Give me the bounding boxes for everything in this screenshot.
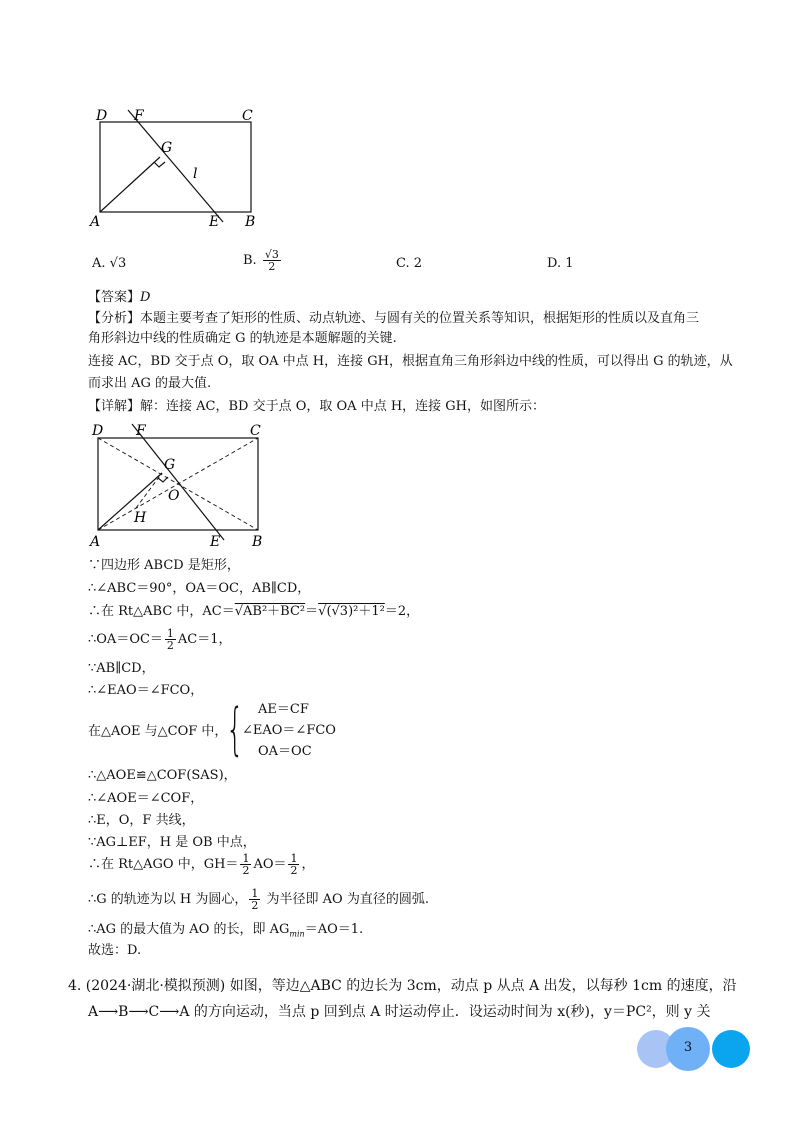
page-dot-right [712,1030,750,1068]
analysis-line-4: 而求出 AG 的最大值. [88,376,212,391]
rect-abcd [100,122,251,212]
line-l [128,110,223,222]
step-4: ∴OA＝OC＝ $\frac{1}{2}$ AC＝1， [88,627,232,652]
step-1: ∵四边形 ABCD 是矩形， [88,558,240,573]
step-15: 故选：D. [88,943,142,958]
page-number-badge [666,1027,710,1071]
label-c2: C [250,423,261,439]
step-5: ∵AB∥CD， [88,661,155,676]
step-10: ∴E，O，F 共线， [88,813,195,828]
label-d2: D [92,423,104,439]
segment-ag [100,157,160,212]
figure-2-rectangle [88,418,278,553]
label-e2: E [210,534,221,550]
label-h2: H [134,510,147,526]
label-e: E [209,214,220,230]
question-4-line-2: A⟶B⟶C⟶A 的方向运动，当点 p 回到点 A 时运动停止．设运动时间为 x(秒)，y＝PC²，则 y 关 [88,1004,711,1020]
label-o2: O [168,488,180,504]
label-l: l [193,166,198,182]
label-d: D [96,108,108,124]
step-9: ∴∠AOE＝∠COF， [88,791,204,806]
option-c: C. 2 [396,256,423,271]
step-13: ∴G 的轨迹为以 H 为圆心， $\frac{1}{2}$ 为半径即 AO 为直径的圆弧. [88,887,429,912]
label-g: G [161,140,173,156]
analysis-line-1: 【分析】本题主要考查了矩形的性质、动点轨迹、与圆有关的位置关系等知识，根据矩形的性质以及直角三 [88,311,700,326]
analysis-line-2: 角形斜边中线的性质确定 G 的轨迹是本题解题的关键. [88,331,397,346]
label-c: C [242,108,253,124]
system-line-1: AE＝CF [258,702,309,717]
system-line-2: ∠EAO＝∠FCO [242,723,336,738]
label-a: A [90,214,101,230]
step-14: ∴AG 的最大值为 AO 的长，即 $AG_{min}=AO=1$. [88,922,364,939]
answer-line: 【答案】D [88,290,151,305]
label-f2: F [136,423,146,439]
label-b: B [245,214,256,230]
analysis-line-3: 连接 AC，BD 交于点 O，取 OA 中点 H，连接 GH，根据直角三角形斜边中线的性质，可以得出 G 的轨迹，从 [88,354,733,369]
right-angle-mark [154,162,165,167]
step-8: ∴△AOE≌△COF(SAS)， [88,768,237,783]
step-7: 在△AOE 与△COF 中， [88,724,228,739]
detail-line: 【详解】解：连接 AC，BD 交于点 O，取 OA 中点 H，连接 GH，如图所示： [88,399,546,414]
label-g2: G [164,457,176,473]
step-11: ∵AG⊥EF，H 是 OB 中点， [88,835,256,850]
step-12: ∴在 Rt△AGO 中，GH＝ $\frac{1}{2}$ AO＝ $\frac{1}{2}$ ， [88,852,315,877]
system-line-3: OA＝OC [258,744,312,759]
step-2: ∴∠ABC＝90°，OA＝OC，AB∥CD， [88,581,311,596]
label-b2: B [252,534,263,550]
page-number: 3 [683,1040,693,1055]
option-b: B. $\frac{√3}{2}$ [243,248,279,273]
option-a: A. √3 [92,256,127,271]
brace-icon: { [226,697,244,762]
label-f: F [134,108,144,124]
step-6: ∴∠EAO＝∠FCO， [88,683,204,698]
step-3: ∴在 Rt△ABC 中，AC＝√AB²＋BC²＝√(√3)²＋1²＝2， [88,604,420,619]
figure-1-rectangle [88,100,278,235]
question-4-line-1: 4. (2024·湖北·模拟预测) 如图，等边△ABC 的边长为 3cm，动点 p 从点 A 出发，以每秒 1cm 的速度，沿 [68,978,737,994]
label-a2: A [90,534,101,550]
option-d: D. 1 [547,256,574,271]
